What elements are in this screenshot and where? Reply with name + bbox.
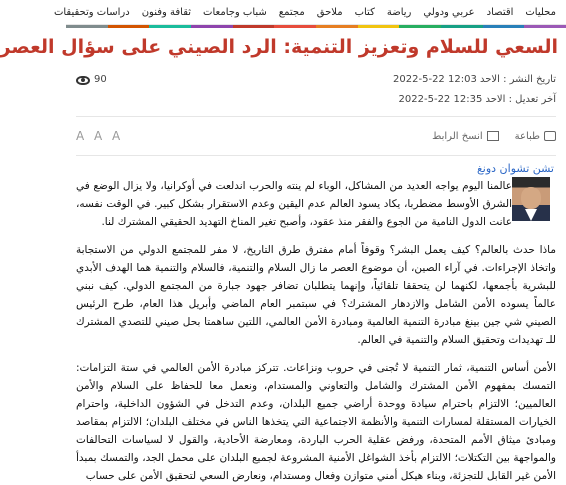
color-bar-segment [274, 25, 316, 28]
article-intro [76, 177, 556, 231]
nav-item-supplements[interactable]: ملاحق [316, 6, 343, 18]
article-meta [76, 70, 556, 110]
author-link[interactable]: تشن تشوان دونغ [476, 162, 554, 175]
nav-item-society[interactable]: مجتمع [278, 6, 305, 18]
article-title: السعي للسلام وتعزيز التنمية: الرد الصيني على سؤال العصر [0, 36, 558, 58]
article-tools [76, 123, 556, 149]
divider [76, 155, 556, 156]
nav-item-arab-international[interactable]: عربي ودولي [423, 6, 475, 18]
color-bar-segment [233, 25, 275, 28]
views-counter [76, 70, 107, 90]
copy-link-button[interactable] [432, 131, 499, 142]
nav-item-economy[interactable]: اقتصاد [486, 6, 514, 18]
divider [76, 116, 556, 117]
print-icon [544, 131, 556, 141]
color-bar-segment [358, 25, 400, 28]
views-count: 90 [94, 74, 107, 85]
color-bar-segment [66, 25, 108, 28]
color-bar-segment [316, 25, 358, 28]
publish-date: تاريخ النشر : الاحد 12:03 22-5-2022 [393, 74, 556, 85]
nav-item-youth-universities[interactable]: شباب وجامعات [203, 6, 267, 18]
color-bar-segment [441, 25, 483, 28]
copy-icon [487, 131, 499, 141]
color-bar-segment [108, 25, 150, 28]
nav-item-writers[interactable]: كتاب [354, 6, 375, 18]
color-bar-segment [524, 25, 566, 28]
color-bar-segment [399, 25, 441, 28]
intro-paragraph: عالمنا اليوم يواجه العديد من المشاكل، الوباء لم ينته والحرب اندلعت في أوكرانيا، ولا يزال الوضع في الشرق الأوسط مضطربا، يكاد يسود العالم عدم اليقين وعدم الاستقرار بشكل كبير. في الوقت نفسه، عانت الدول النامية من الجوع والفقر منذ عقود، وأصبح تغير المناخ التهديد الحقيقي المشترك لنا. [76, 180, 512, 228]
font-size-controls[interactable]: A A A [76, 129, 124, 143]
top-navigation [53, 0, 566, 25]
nav-item-studies-investigations[interactable]: دراسات وتحقيقات [53, 6, 130, 18]
article-paragraph: ماذا حدث بالعالم؟ كيف يعمل البشر؟ وقوفاً أمام مفترق طرق التاريخ، لا مفر للمجتمع الدولي من الاستجابة واتخاذ الإجراءات. في آراء الصين، أن موضوع العصر ما زال السلام والتنمية، فالسلام والتنمية هما الهدف الأبدي للبشرية بأجمعها، لكنهما لن يتحققا تلقائياً، وإنهما يتطلبان تضافر جهود جبارة من المجتمع الدولي. كيف نبني عالماً يسوده الأمن الشامل والازدهار المشترك؟ في سبتمبر العام الماضي وأبريل هذا العام، طرح الرئيس الصيني شي جين بينغ مبادرة التنمية العالمية ومبادرة الأمن العالمي، اللتين ساهمتا بحل صيني للتصدي المشترك للـ تهديدات وتحقيق السلام والتنمية في العالم. [76, 244, 556, 346]
article-paragraph: الأمن أساس التنمية، ثمار التنمية لا تُجنى في حروب ونزاعات. تتركز مبادرة الأمن العالمي في ستة التزامات: التمسك بمفهوم الأمن المشترك والشامل والتعاوني والمستدام، ونعمل معا للحفاظ على السلام والأمن العالميين؛ الالتزام باحترام سيادة ووحدة أراضي جميع البلدان، وعدم التدخل في الشؤون الداخلية، واحترام الخيارات المستقلة لمسارات التنمية والأنظمة الاجتماعية التي يتخذها الناس في مختلف البلدان؛ الالتزام بمقاصد ومبادئ ميثاق الأمم المتحدة، ورفض عقلية الحرب الباردة، ومعارضة الأحادية، والقول لا لسياسات التحالفات والمواجهة بين التكتلات؛ الالتزام بأخذ الشواغل الأمنية المشروعة لجميع البلدان على محمل الجد، والتمسك بمبدأ الأمن غير القابل للتجزئة، وبناء هيكل أمني متوازن وفعال ومستدام، ونعارض السعي لتحقيق الأمن على حساب [76, 362, 556, 482]
print-label: طباعة [514, 130, 540, 142]
color-bar-segment [483, 25, 525, 28]
eye-icon [76, 76, 90, 85]
author-photo [512, 177, 550, 221]
color-bar-segment [191, 25, 233, 28]
print-button[interactable] [515, 131, 556, 142]
section-color-bar [66, 25, 566, 28]
nav-item-local[interactable]: محليات [525, 6, 556, 18]
color-bar-segment [149, 25, 191, 28]
nav-item-culture-arts[interactable]: ثقافة وفنون [141, 6, 192, 18]
nav-item-sports[interactable]: رياضة [386, 6, 412, 18]
update-date: آخر تعديل : الاحد 12:35 22-5-2022 [398, 94, 556, 105]
copy-link-label: انسخ الرابط [432, 130, 483, 142]
